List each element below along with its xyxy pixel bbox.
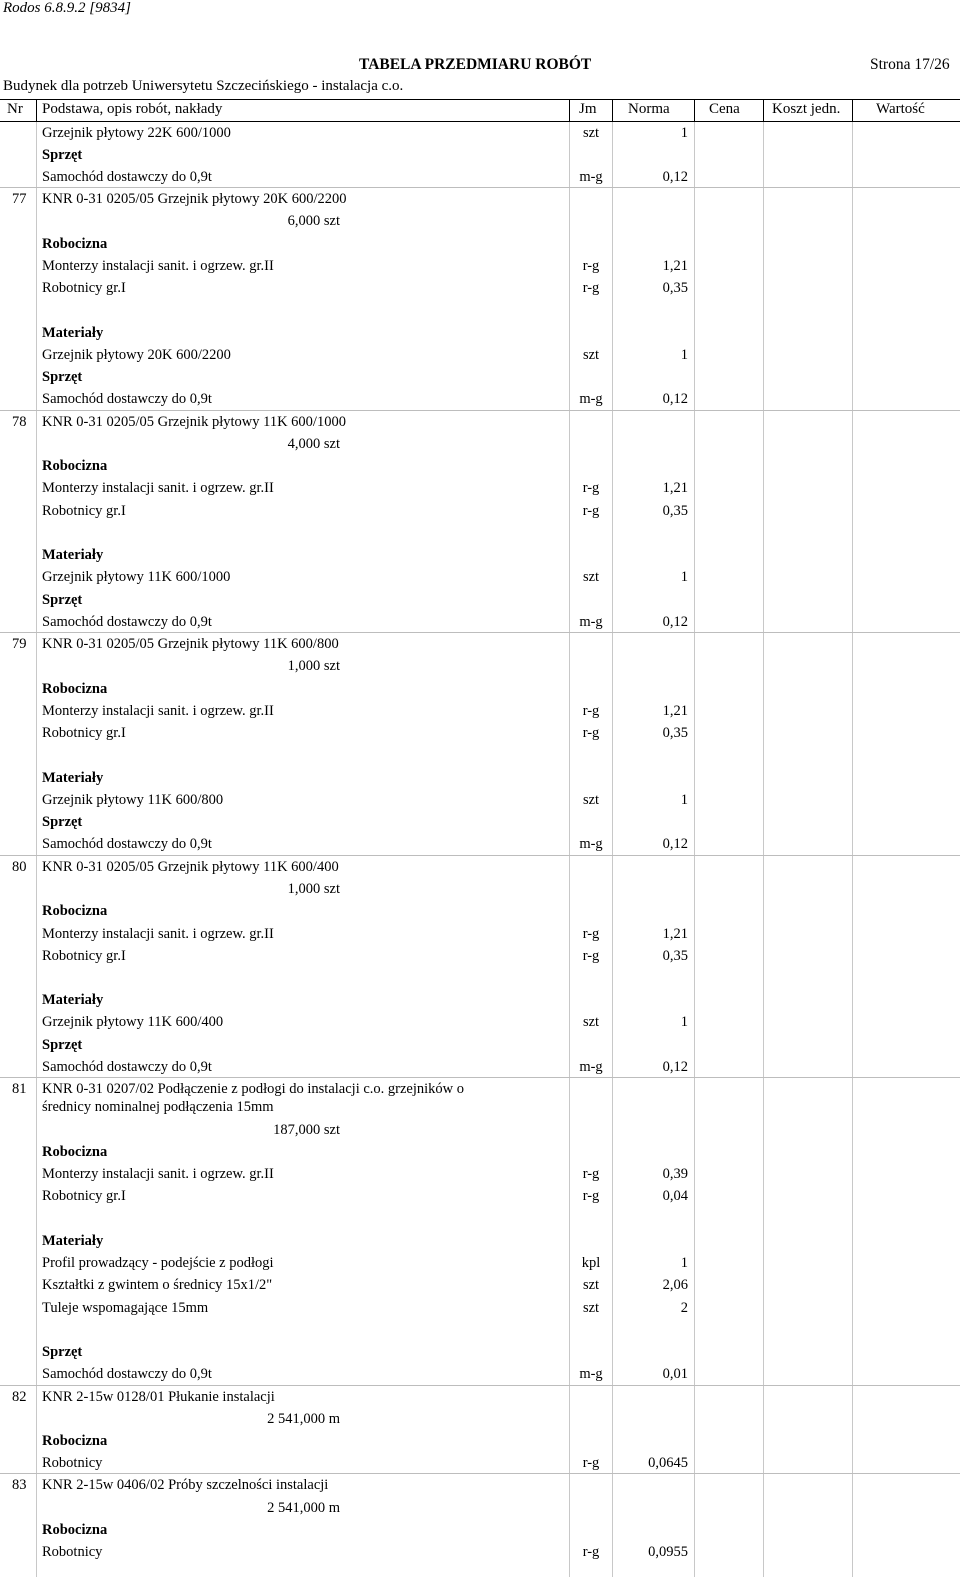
unit-cell: szt bbox=[582, 792, 600, 808]
section-label: Sprzęt bbox=[42, 147, 83, 163]
norma-cell: 1,21 bbox=[662, 258, 688, 274]
unit-cell: kpl bbox=[581, 1255, 601, 1271]
position-number: 78 bbox=[12, 414, 27, 430]
position-separator bbox=[0, 632, 960, 633]
unit-cell: m-g bbox=[579, 614, 603, 630]
resource-name: Grzejnik płytowy 11K 600/800 bbox=[42, 792, 224, 808]
position-description: KNR 0-31 0207/02 Podłączenie z podłogi do instalacji c.o. grzejników o bbox=[42, 1081, 465, 1097]
resource-name: Grzejnik płytowy 11K 600/400 bbox=[42, 1014, 224, 1030]
position-number: 83 bbox=[12, 1477, 27, 1493]
col-header-wartosc: Wartość bbox=[876, 101, 925, 117]
position-quantity: 4,000 szt bbox=[287, 436, 340, 452]
resource-name: Robotnicy gr.I bbox=[42, 503, 126, 519]
norma-cell: 0,12 bbox=[662, 391, 688, 407]
norma-cell: 0,35 bbox=[662, 725, 688, 741]
position-separator bbox=[0, 1385, 960, 1386]
norma-cell: 0,35 bbox=[662, 948, 688, 964]
section-label: Sprzęt bbox=[42, 369, 83, 385]
document-subtitle: Budynek dla potrzeb Uniwersytetu Szczecińskiego - instalacja c.o. bbox=[3, 78, 404, 94]
position-separator bbox=[0, 1077, 960, 1078]
section-label: Sprzęt bbox=[42, 592, 83, 608]
position-quantity: 1,000 szt bbox=[287, 658, 340, 674]
section-label: Robocizna bbox=[42, 903, 108, 919]
unit-cell: m-g bbox=[579, 1366, 603, 1382]
section-label: Materiały bbox=[42, 992, 104, 1008]
norma-cell: 1,21 bbox=[662, 480, 688, 496]
resource-name: Monterzy instalacji sanit. i ogrzew. gr.II bbox=[42, 926, 274, 942]
resource-name: Monterzy instalacji sanit. i ogrzew. gr.II bbox=[42, 1166, 274, 1182]
resource-name: Robotnicy gr.I bbox=[42, 1188, 126, 1204]
norma-cell: 0,35 bbox=[662, 280, 688, 296]
section-label: Materiały bbox=[42, 770, 104, 786]
norma-cell: 0,12 bbox=[662, 1059, 688, 1075]
section-label: Materiały bbox=[42, 1233, 104, 1249]
norma-cell: 0,35 bbox=[662, 503, 688, 519]
section-label: Materiały bbox=[42, 325, 104, 341]
position-quantity: 2 541,000 m bbox=[267, 1411, 340, 1427]
resource-name: Samochód dostawczy do 0,9t bbox=[42, 1059, 212, 1075]
resource-name: Samochód dostawczy do 0,9t bbox=[42, 1366, 212, 1382]
header-bottom-rule bbox=[0, 121, 960, 122]
position-separator bbox=[0, 1473, 960, 1474]
unit-cell: r-g bbox=[582, 480, 600, 496]
section-label: Sprzęt bbox=[42, 1037, 83, 1053]
unit-cell: m-g bbox=[579, 391, 603, 407]
position-number: 81 bbox=[12, 1081, 27, 1097]
unit-cell: r-g bbox=[582, 1166, 600, 1182]
col-header-nr: Nr bbox=[7, 101, 23, 117]
resource-name: Samochód dostawczy do 0,9t bbox=[42, 836, 212, 852]
col-divider bbox=[36, 122, 37, 1577]
page-number: Strona 17/26 bbox=[870, 56, 950, 73]
unit-cell: r-g bbox=[582, 503, 600, 519]
col-divider bbox=[852, 99, 853, 122]
unit-cell: m-g bbox=[579, 836, 603, 852]
norma-cell: 1,21 bbox=[662, 926, 688, 942]
resource-name: Grzejnik płytowy 22K 600/1000 bbox=[42, 125, 231, 141]
header-top-rule bbox=[0, 99, 960, 100]
resource-name: Samochód dostawczy do 0,9t bbox=[42, 169, 212, 185]
col-header-norma: Norma bbox=[628, 101, 670, 117]
position-description: KNR 0-31 0205/05 Grzejnik płytowy 11K 600/800 bbox=[42, 636, 339, 652]
norma-cell: 1 bbox=[680, 1255, 688, 1271]
resource-name: Samochód dostawczy do 0,9t bbox=[42, 614, 212, 630]
unit-cell: szt bbox=[582, 125, 600, 141]
unit-cell: r-g bbox=[582, 926, 600, 942]
position-description: KNR 2-15w 0128/01 Płukanie instalacji bbox=[42, 1389, 275, 1405]
resource-name: Monterzy instalacji sanit. i ogrzew. gr.II bbox=[42, 703, 274, 719]
norma-cell: 2,06 bbox=[662, 1277, 688, 1293]
norma-cell: 0,04 bbox=[662, 1188, 688, 1204]
position-number: 77 bbox=[12, 191, 27, 207]
norma-cell: 0,12 bbox=[662, 169, 688, 185]
position-separator bbox=[0, 410, 960, 411]
norma-cell: 1 bbox=[680, 569, 688, 585]
col-divider bbox=[36, 99, 37, 122]
norma-cell: 0,12 bbox=[662, 836, 688, 852]
position-quantity: 1,000 szt bbox=[287, 881, 340, 897]
norma-cell: 1 bbox=[680, 125, 688, 141]
norma-cell: 1 bbox=[680, 1014, 688, 1030]
position-separator bbox=[0, 187, 960, 188]
unit-cell: szt bbox=[582, 1014, 600, 1030]
position-description: KNR 0-31 0205/05 Grzejnik płytowy 20K 600/2200 bbox=[42, 191, 347, 207]
position-quantity: 2 541,000 m bbox=[267, 1500, 340, 1516]
resource-name: Grzejnik płytowy 11K 600/1000 bbox=[42, 569, 231, 585]
unit-cell: r-g bbox=[582, 280, 600, 296]
col-divider bbox=[852, 122, 853, 1577]
col-header-koszt: Koszt jedn. bbox=[772, 101, 841, 117]
document-title: TABELA PRZEDMIARU ROBÓT bbox=[359, 56, 592, 73]
unit-cell: r-g bbox=[582, 703, 600, 719]
resource-name: Kształtki z gwintem o średnicy 15x1/2" bbox=[42, 1277, 273, 1293]
unit-cell: r-g bbox=[582, 725, 600, 741]
norma-cell: 1 bbox=[680, 347, 688, 363]
position-separator bbox=[0, 855, 960, 856]
unit-cell: szt bbox=[582, 1277, 600, 1293]
section-label: Sprzęt bbox=[42, 814, 83, 830]
col-header-cena: Cena bbox=[709, 101, 740, 117]
col-divider bbox=[763, 99, 764, 122]
resource-name: Robotnicy gr.I bbox=[42, 725, 126, 741]
position-quantity: 187,000 szt bbox=[273, 1122, 340, 1138]
position-number: 80 bbox=[12, 859, 27, 875]
resource-name: Monterzy instalacji sanit. i ogrzew. gr.II bbox=[42, 258, 274, 274]
unit-cell: r-g bbox=[582, 948, 600, 964]
col-divider bbox=[569, 99, 570, 122]
unit-cell: szt bbox=[582, 1300, 600, 1316]
resource-name: Samochód dostawczy do 0,9t bbox=[42, 391, 212, 407]
resource-name: Robotnicy gr.I bbox=[42, 948, 126, 964]
section-label: Robocizna bbox=[42, 1433, 108, 1449]
norma-cell: 0,39 bbox=[662, 1166, 688, 1182]
resource-name: Grzejnik płytowy 20K 600/2200 bbox=[42, 347, 231, 363]
resource-name: Robotnicy bbox=[42, 1544, 103, 1560]
resource-name: Tuleje wspomagające 15mm bbox=[42, 1300, 209, 1316]
unit-cell: r-g bbox=[582, 1455, 600, 1471]
section-label: Materiały bbox=[42, 547, 104, 563]
section-label: Robocizna bbox=[42, 1522, 108, 1538]
norma-cell: 1 bbox=[680, 792, 688, 808]
position-number: 79 bbox=[12, 636, 27, 652]
col-divider bbox=[612, 99, 613, 122]
col-header-description: Podstawa, opis robót, nakłady bbox=[42, 101, 223, 117]
unit-cell: szt bbox=[582, 347, 600, 363]
section-label: Robocizna bbox=[42, 458, 108, 474]
unit-cell: r-g bbox=[582, 258, 600, 274]
norma-cell: 1,21 bbox=[662, 703, 688, 719]
resource-name: średnicy nominalnej podłączenia 15mm bbox=[42, 1099, 274, 1115]
resource-name: Robotnicy gr.I bbox=[42, 280, 126, 296]
col-divider bbox=[694, 122, 695, 1577]
resource-name: Monterzy instalacji sanit. i ogrzew. gr.II bbox=[42, 480, 274, 496]
unit-cell: szt bbox=[582, 569, 600, 585]
app-version: Rodos 6.8.9.2 [9834] bbox=[3, 0, 131, 16]
resource-name: Robotnicy bbox=[42, 1455, 103, 1471]
resource-name: Profil prowadzący - podejście z podłogi bbox=[42, 1255, 274, 1271]
section-label: Robocizna bbox=[42, 1144, 108, 1160]
section-label: Robocizna bbox=[42, 236, 108, 252]
unit-cell: m-g bbox=[579, 169, 603, 185]
norma-cell: 0,0955 bbox=[648, 1544, 688, 1560]
position-number: 82 bbox=[12, 1389, 27, 1405]
section-label: Robocizna bbox=[42, 681, 108, 697]
position-quantity: 6,000 szt bbox=[287, 213, 340, 229]
unit-cell: r-g bbox=[582, 1188, 600, 1204]
norma-cell: 0,01 bbox=[662, 1366, 688, 1382]
position-description: KNR 0-31 0205/05 Grzejnik płytowy 11K 600/1000 bbox=[42, 414, 346, 430]
col-header-jm: Jm bbox=[579, 101, 597, 117]
unit-cell: m-g bbox=[579, 1059, 603, 1075]
position-description: KNR 0-31 0205/05 Grzejnik płytowy 11K 600/400 bbox=[42, 859, 339, 875]
unit-cell: r-g bbox=[582, 1544, 600, 1560]
norma-cell: 0,0645 bbox=[648, 1455, 688, 1471]
norma-cell: 2 bbox=[680, 1300, 688, 1316]
position-description: KNR 2-15w 0406/02 Próby szczelności instalacji bbox=[42, 1477, 329, 1493]
col-divider bbox=[694, 99, 695, 122]
col-divider bbox=[763, 122, 764, 1577]
norma-cell: 0,12 bbox=[662, 614, 688, 630]
section-label: Sprzęt bbox=[42, 1344, 83, 1360]
